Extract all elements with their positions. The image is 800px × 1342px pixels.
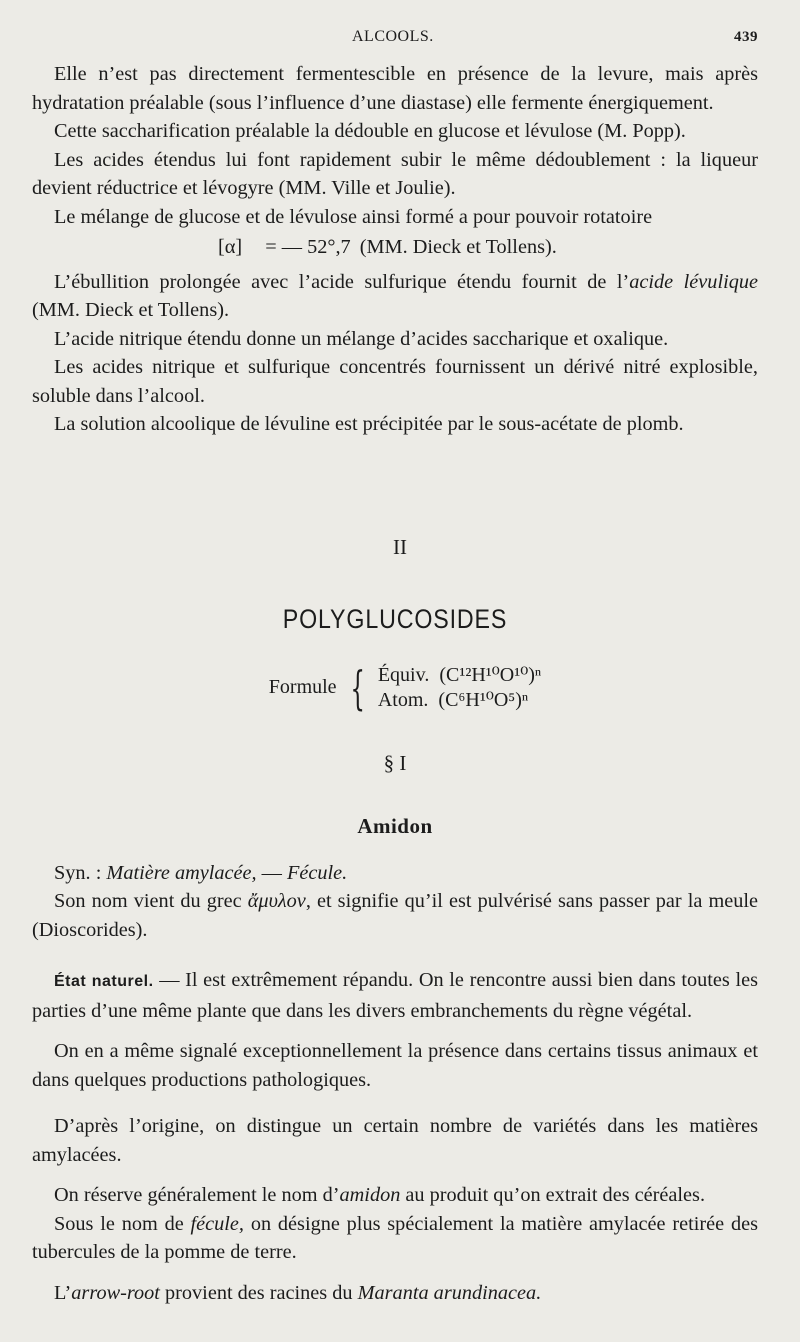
rotatory-value: = — 52°,7 — [265, 236, 351, 258]
text-segment: , et signifie qu’il est pulvérisé sans passer par la meule (Dioscorides). — [32, 890, 759, 941]
paragraph-fermentation: Elle n’est pas directement fermentescible en présence de la levure, mais après hydratation préalable (sous l’influence d’une diastase) elle fermente énergiquement. — [32, 63, 758, 114]
formula-label: Formule — [268, 676, 337, 698]
paragraph-syn — [32, 859, 758, 888]
greek-word: ἄμυλον — [247, 890, 306, 912]
section-number: II — [393, 534, 407, 559]
running-head-title: ALCOOLS. — [352, 28, 434, 45]
text-segment: — Il est extrêmement répandu. On le rencontre aussi bien dans toutes les parties d’une même plante que dans les divers embranchements du règne végétal. — [32, 969, 758, 1022]
paragraph-reserve — [32, 1181, 758, 1210]
paragraph-nom — [32, 887, 758, 944]
formula-atom-row — [378, 688, 541, 713]
text-segment: On réserve généralement le nom d’ — [54, 1184, 340, 1206]
italic-term: Fécule. — [287, 861, 348, 884]
italic-term: Matière amylacée, — [106, 861, 257, 884]
paragraph-etat-naturel — [32, 966, 758, 1025]
paragraph-solution: La solution alcoolique de lévuline est précipitée par le sous-acétate de plomb. — [54, 413, 684, 435]
text-segment: — — [256, 861, 288, 884]
page-number: 439 — [734, 29, 758, 45]
paragraph-ebullition — [32, 268, 758, 325]
paragraph-origine: D’après l’origine, on distingue un certain nombre de variétés dans les matières amylacées. — [32, 1115, 758, 1166]
syn-label: Syn. : — [54, 861, 107, 884]
italic-term: acide lévulique — [629, 270, 758, 293]
formula-atom-label: Atom. — [377, 688, 429, 711]
text-segment: on désigne plus spécialement la matière amylacée retirée des tubercules de la pomme de terre. — [32, 1212, 758, 1263]
formula-block — [52, 660, 758, 715]
brace-symbol: { — [349, 660, 365, 715]
formula-equiv-label: Équiv. — [377, 663, 430, 686]
italic-term: arrow-root — [71, 1281, 160, 1304]
paragraph-acides-etendus: Les acides étendus lui font rapidement subir le même dédoublement : la liqueur devient réductrice et lévogyre (MM. Ville et Joulie). — [32, 148, 758, 199]
paragraph-melange: Le mélange de glucose et de lévulose ainsi formé a pour pouvoir rotatoire — [54, 205, 653, 228]
rotatory-symbol: [α] — [218, 236, 243, 258]
italic-term: Maranta arundinacea. — [357, 1281, 542, 1304]
rotatory-power-line — [32, 233, 758, 262]
formula-rows — [378, 663, 541, 713]
paragraph-arrow-root — [32, 1279, 758, 1308]
text-segment: Sous le nom de — [54, 1212, 191, 1235]
subsection-number: § I — [383, 750, 407, 775]
text-segment: au produit qu’on extrait des céréales. — [400, 1184, 706, 1206]
paragraph-nitre: Les acides nitrique et sulfurique concentrés fournissent un dérivé nitré explosible, soluble dans l’alcool. — [32, 356, 758, 407]
rotatory-authors: (MM. Dieck et Tollens). — [359, 236, 557, 258]
text-segment: provient des racines du — [159, 1281, 358, 1304]
text-segment: Son nom vient du grec — [54, 890, 248, 912]
italic-term: fécule, — [190, 1212, 245, 1235]
paragraph-saccharification: Cette saccharification préalable la dédouble en glucose et lévulose (M. Popp). — [54, 120, 686, 142]
subsection-title: Amidon — [357, 813, 433, 838]
running-head — [32, 28, 758, 46]
paragraph-fecule — [32, 1210, 758, 1267]
formula-equiv-row — [378, 663, 541, 688]
text-segment: L’ébullition prolongée avec l’acide sulfurique étendu fournit de l’ — [54, 270, 630, 293]
italic-term: amidon — [339, 1184, 401, 1206]
etat-naturel-label: État naturel. — [54, 973, 154, 990]
formula-atom-value: (C⁶H¹⁰O⁵)ⁿ — [438, 688, 529, 711]
text-segment: (MM. Dieck et Tollens). — [32, 299, 230, 321]
formula-equiv-value: (C¹²H¹⁰O¹⁰)ⁿ — [439, 663, 542, 686]
paragraph-exception: On en a même signalé exceptionnellement la présence dans certains tissus animaux et dans quelques productions pathologiques. — [32, 1040, 758, 1091]
paragraph-acide-nitrique: L’acide nitrique étendu donne un mélange d’acides saccharique et oxalique. — [54, 327, 669, 350]
section-title: POLYGLUCOSIDES — [282, 603, 508, 634]
text-segment: L’ — [54, 1281, 72, 1304]
